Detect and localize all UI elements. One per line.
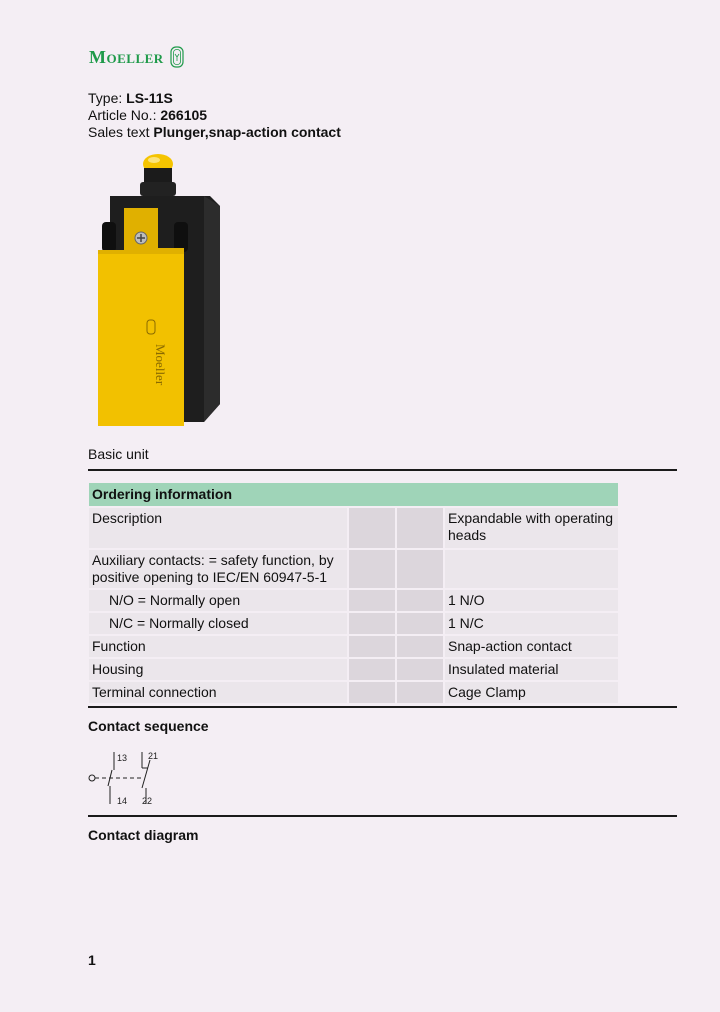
row-value: 1 N/C bbox=[445, 613, 618, 634]
empty-cell bbox=[349, 682, 395, 703]
table-row bbox=[89, 659, 618, 680]
row-value: Snap-action contact bbox=[445, 636, 618, 657]
moeller-emblem-icon bbox=[170, 46, 184, 68]
terminal-label: 21 bbox=[148, 751, 159, 761]
row-value: Insulated material bbox=[445, 659, 618, 680]
sales-label: Sales text bbox=[88, 124, 150, 140]
empty-cell bbox=[397, 508, 443, 548]
row-label: Housing bbox=[89, 659, 347, 680]
divider bbox=[88, 469, 677, 471]
empty-cell bbox=[397, 682, 443, 703]
empty-cell bbox=[349, 590, 395, 611]
terminal-label: 22 bbox=[142, 796, 153, 806]
table-row bbox=[89, 590, 618, 611]
empty-cell bbox=[397, 636, 443, 657]
row-label: N/C = Normally closed bbox=[89, 613, 347, 634]
empty-cell bbox=[349, 636, 395, 657]
row-label: Function bbox=[89, 636, 347, 657]
table-row bbox=[89, 636, 618, 657]
table-row bbox=[89, 550, 618, 588]
table-row bbox=[89, 613, 618, 634]
sales-value: Plunger,snap-action contact bbox=[153, 124, 341, 140]
article-value: 266105 bbox=[160, 107, 208, 123]
type-line bbox=[88, 89, 173, 107]
empty-cell bbox=[397, 590, 443, 611]
product-image bbox=[94, 154, 224, 429]
divider bbox=[88, 815, 677, 817]
contact-sequence-diagram bbox=[86, 746, 176, 810]
empty-cell bbox=[397, 659, 443, 680]
empty-cell bbox=[397, 550, 443, 588]
empty-cell bbox=[349, 659, 395, 680]
row-value: 1 N/O bbox=[445, 590, 618, 611]
article-line bbox=[88, 106, 207, 124]
row-label: Terminal connection bbox=[89, 682, 347, 703]
brand-logo bbox=[89, 46, 184, 68]
table-row bbox=[89, 508, 618, 548]
row-label: Description bbox=[89, 508, 347, 548]
product-brand-text: Moeller bbox=[153, 344, 168, 386]
product-caption: Basic unit bbox=[88, 446, 149, 462]
table-row bbox=[89, 682, 618, 703]
brand-name: Moeller bbox=[89, 46, 164, 67]
row-label: N/O = Normally open bbox=[89, 590, 347, 611]
type-value: LS-11S bbox=[126, 90, 173, 106]
empty-cell bbox=[349, 613, 395, 634]
empty-cell bbox=[349, 508, 395, 548]
type-label: Type: bbox=[88, 90, 123, 106]
contact-diagram-title: Contact diagram bbox=[88, 827, 199, 843]
row-value: Expandable with operating heads bbox=[445, 508, 618, 548]
row-label: Auxiliary contacts: = safety function, by positive opening to IEC/EN 60947-5-1 bbox=[89, 550, 347, 588]
row-value bbox=[445, 550, 618, 588]
table-header-row bbox=[89, 483, 618, 506]
empty-cell bbox=[349, 550, 395, 588]
page-number: 1 bbox=[88, 952, 96, 968]
terminal-label: 14 bbox=[117, 796, 128, 806]
contact-sequence-title: Contact sequence bbox=[88, 718, 209, 734]
ordering-table bbox=[87, 481, 620, 705]
article-label: Article No.: bbox=[88, 107, 157, 123]
row-value: Cage Clamp bbox=[445, 682, 618, 703]
sales-line bbox=[88, 123, 341, 141]
terminal-label: 13 bbox=[117, 753, 128, 763]
empty-cell bbox=[397, 613, 443, 634]
ordering-title: Ordering information bbox=[89, 483, 618, 506]
divider bbox=[88, 706, 677, 708]
